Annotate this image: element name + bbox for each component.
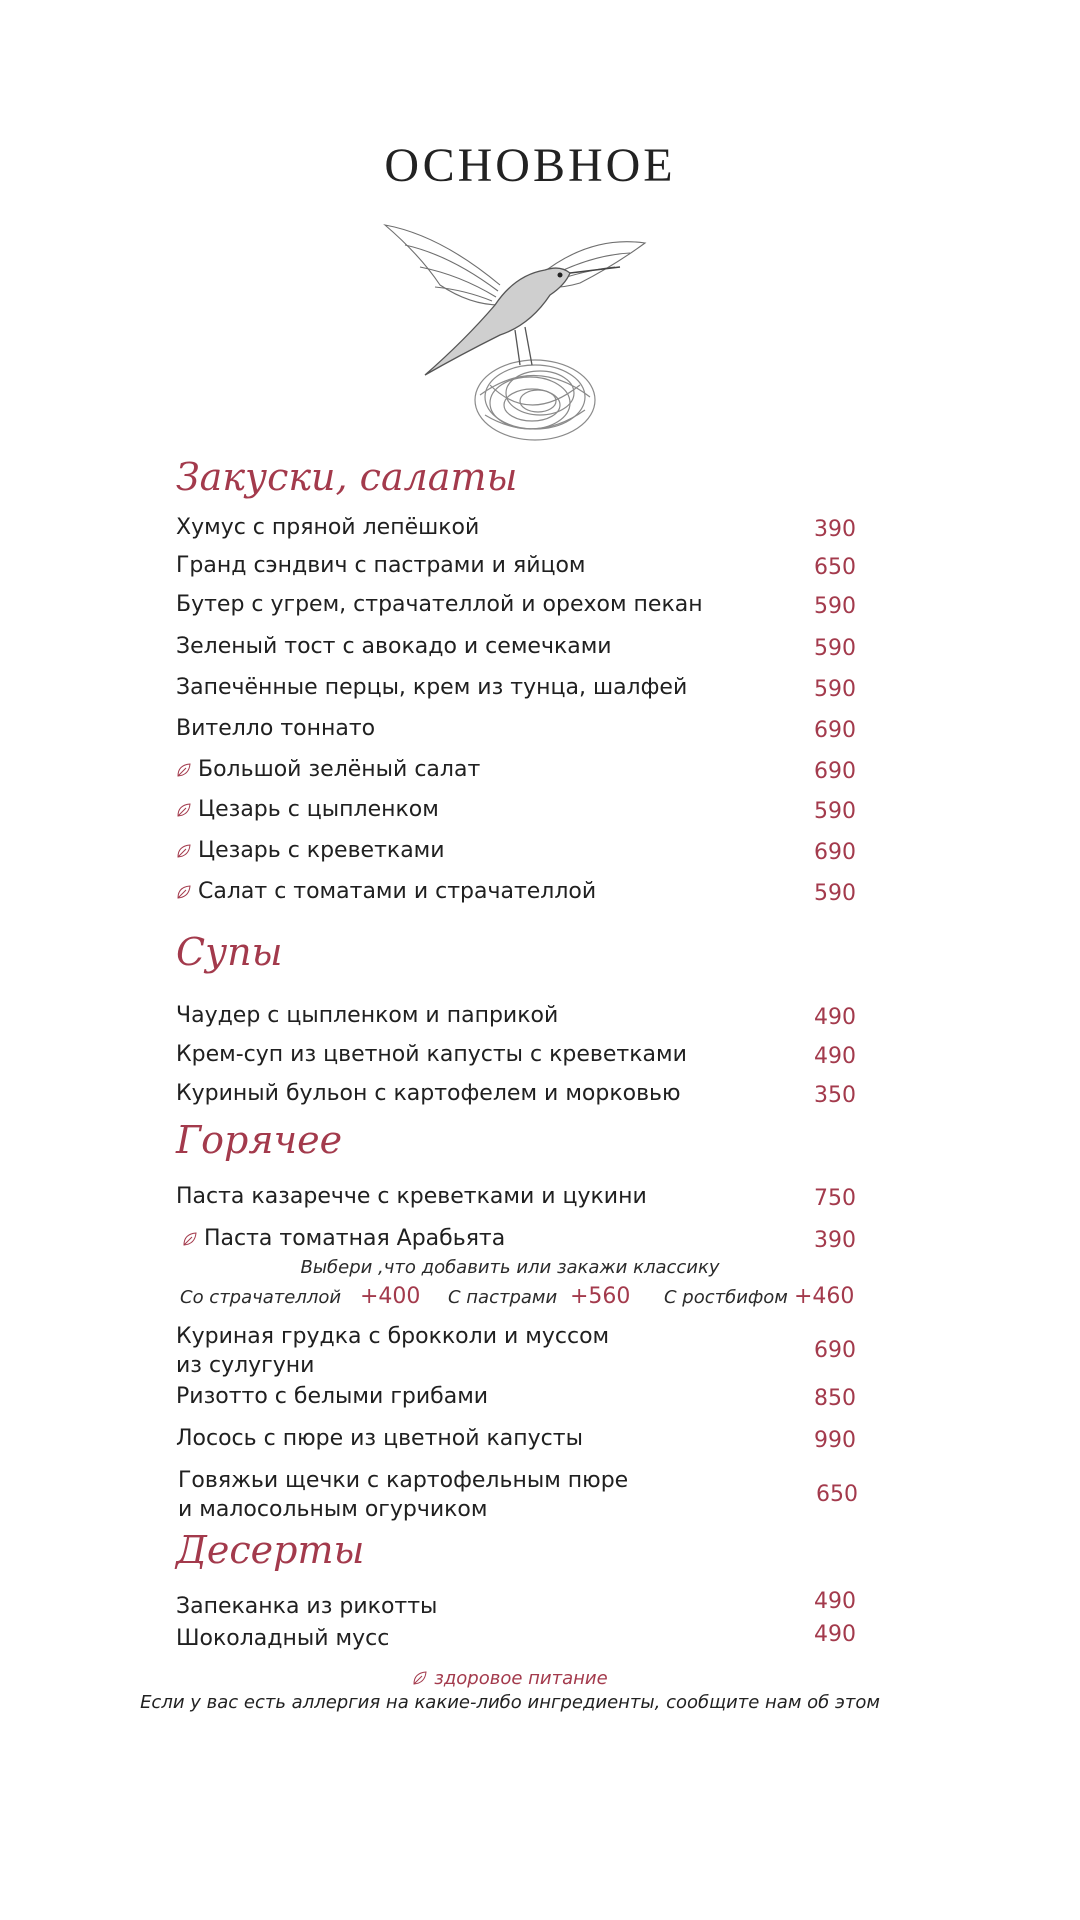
- menu-item: [176, 1426, 856, 1466]
- menu-item: [176, 1003, 856, 1043]
- item-price: 750: [814, 1186, 856, 1211]
- addon-price: +460: [794, 1284, 855, 1309]
- item-name: Гранд сэндвич с пастрами и яйцом: [176, 553, 586, 578]
- allergy-note: Если у вас есть аллергия на какие-либо ингредиенты, сообщите нам об этом: [140, 1692, 880, 1713]
- item-price: 590: [814, 799, 856, 824]
- item-name: Крем-суп из цветной капусты с креветками: [176, 1042, 687, 1067]
- item-price: 590: [814, 594, 856, 619]
- addon-price: +560: [570, 1284, 631, 1309]
- menu-item: [176, 797, 856, 837]
- item-price: 350: [814, 1083, 856, 1108]
- menu-item: [176, 592, 856, 632]
- item-price: 690: [814, 759, 856, 784]
- item-name: Говяжьи щечки с картофельным пюре и малосольным огурчиком: [178, 1468, 629, 1522]
- item-price: 690: [814, 718, 856, 743]
- leaf-icon: [182, 1231, 198, 1247]
- menu-item: [176, 838, 856, 878]
- item-name: Большой зелёный салат: [198, 757, 481, 782]
- menu-item: [176, 1622, 856, 1666]
- item-price: 490: [814, 1005, 856, 1030]
- menu-item: [178, 1466, 858, 1526]
- item-price: 990: [814, 1428, 856, 1453]
- leaf-icon: [412, 1670, 428, 1686]
- hummingbird-illustration: [380, 215, 660, 465]
- item-price: 850: [814, 1386, 856, 1411]
- addon-price: +400: [360, 1284, 421, 1309]
- item-name: Зеленый тост с авокадо и семечками: [176, 634, 612, 659]
- menu-item: [176, 675, 856, 715]
- legend-text: здоровое питание: [434, 1668, 608, 1689]
- section-title-desserts: Десерты: [176, 1528, 365, 1572]
- menu-item: [176, 757, 856, 797]
- item-name: Бутер с угрем, страчателлой и орехом пекан: [176, 592, 703, 617]
- item-name: Салат с томатами и страчателлой: [198, 879, 597, 904]
- item-name: Куриный бульон с картофелем и морковью: [176, 1081, 681, 1106]
- addons-list: [180, 1284, 860, 1314]
- item-name: Запеканка из рикотты: [176, 1594, 438, 1619]
- item-price: 490: [814, 1044, 856, 1069]
- item-name: Цезарь с цыпленком: [198, 797, 439, 822]
- item-price: 650: [816, 1482, 858, 1507]
- menu-item: [176, 1384, 856, 1424]
- menu-item: [176, 716, 856, 756]
- item-price: 590: [814, 636, 856, 661]
- addon-name: Со страчателлой: [180, 1287, 342, 1308]
- item-price: 650: [814, 555, 856, 580]
- item-price: 490: [814, 1589, 856, 1614]
- section-title-soups: Супы: [176, 930, 283, 974]
- item-name: Шоколадный мусс: [176, 1626, 390, 1651]
- item-price: 390: [814, 517, 856, 542]
- item-price: 490: [814, 1622, 856, 1647]
- menu-item: [176, 1322, 856, 1382]
- leaf-icon: [176, 802, 192, 818]
- menu-item: [176, 634, 856, 674]
- item-name: Цезарь с креветками: [198, 838, 445, 863]
- item-name: Вителло тоннато: [176, 716, 376, 741]
- item-name: Паста казаречче с креветками и цукини: [176, 1184, 647, 1209]
- page-title: ОСНОВНОЕ: [384, 139, 676, 192]
- item-name: Запечённые перцы, крем из тунца, шалфей: [176, 675, 688, 700]
- leaf-icon: [176, 884, 192, 900]
- menu-item: [176, 1081, 856, 1121]
- item-price: 590: [814, 881, 856, 906]
- item-price: 690: [814, 840, 856, 865]
- section-title-hot: Горячее: [176, 1118, 343, 1162]
- menu-item: [176, 553, 856, 593]
- item-name: Куриная грудка с брокколи и муссом из сулугуни: [176, 1324, 610, 1378]
- item-name: Чаудер с цыпленком и паприкой: [176, 1003, 559, 1028]
- leaf-icon: [176, 843, 192, 859]
- section-title-appetizers: Закуски, салаты: [176, 455, 518, 499]
- healthy-legend: [0, 1668, 1020, 1689]
- item-name: Хумус с пряной лепёшкой: [176, 515, 480, 540]
- addon-name: С пастрами: [448, 1287, 558, 1308]
- item-name: Ризотто с белыми грибами: [176, 1384, 489, 1409]
- item-name: Лосось с пюре из цветной капусты: [176, 1426, 583, 1451]
- item-price: 590: [814, 677, 856, 702]
- menu-item: [176, 879, 856, 919]
- menu-item: [176, 515, 856, 555]
- addons-note: Выбери ,что добавить или закажи классику: [300, 1257, 720, 1278]
- item-price: 390: [814, 1228, 856, 1253]
- item-price: 690: [814, 1338, 856, 1363]
- menu-item: [176, 1184, 856, 1224]
- addon-name: С ростбифом: [664, 1287, 788, 1308]
- menu-item: [176, 1042, 856, 1082]
- leaf-icon: [176, 762, 192, 778]
- item-name: Паста томатная Арабьята: [204, 1226, 506, 1251]
